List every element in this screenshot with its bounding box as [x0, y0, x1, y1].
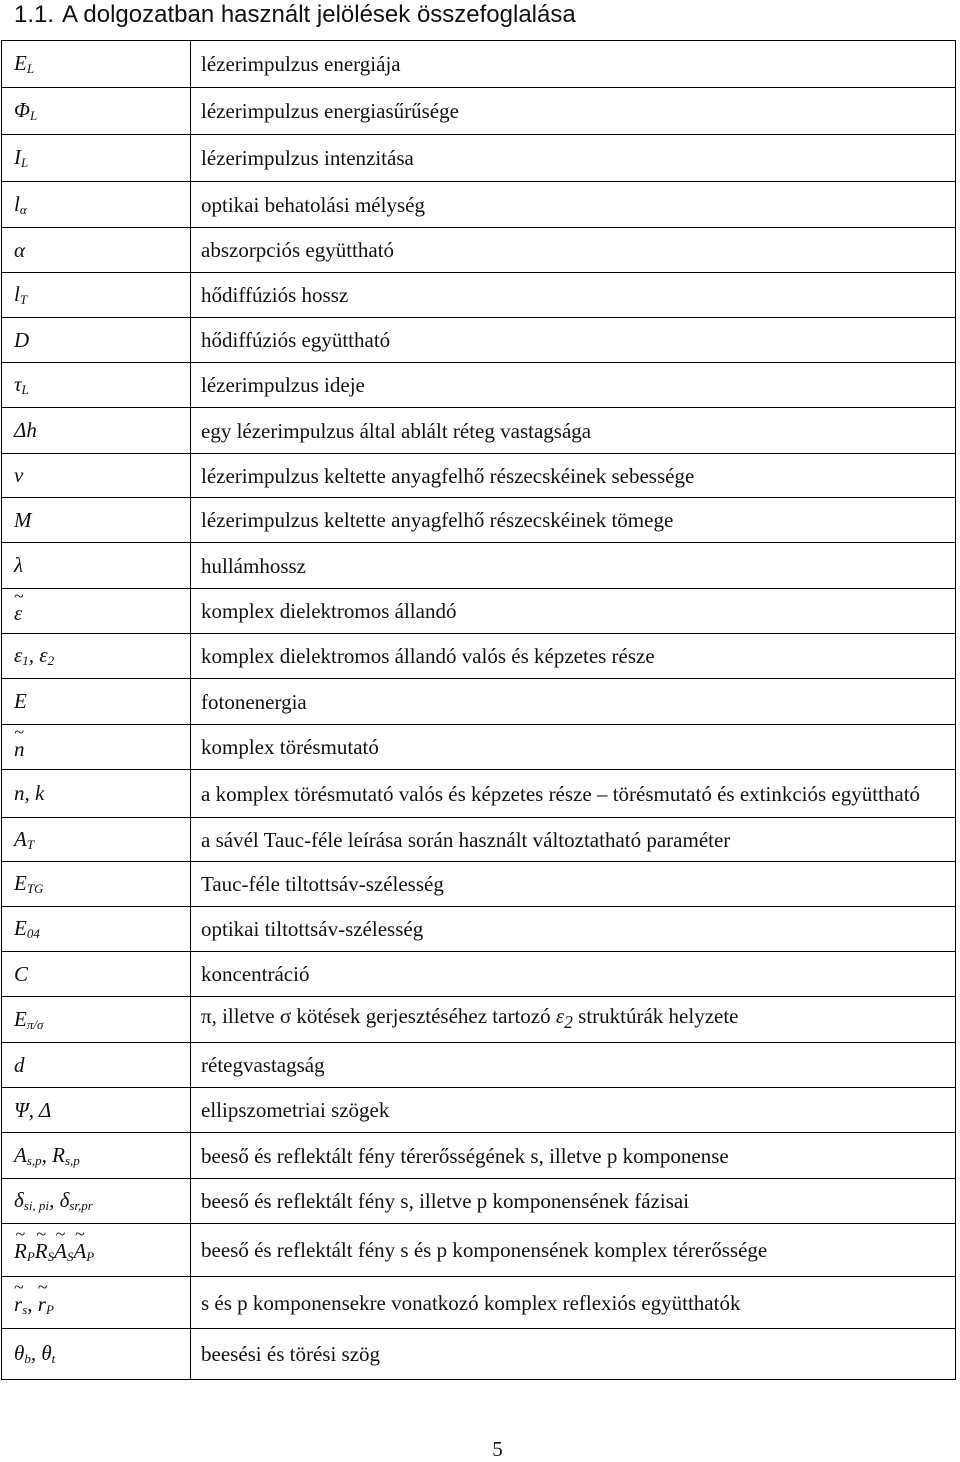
- tilde-symbol: ~ ε: [14, 597, 22, 626]
- symbol-text: Ψ, Δ: [14, 1097, 52, 1122]
- symbol-text: ε: [14, 643, 23, 667]
- notation-row: [2, 498, 956, 543]
- symbol-cell: [2, 363, 191, 408]
- description-cell: Tauc-féle tiltottsáv-szélesség: [191, 862, 956, 907]
- subscript: P: [45, 1301, 54, 1317]
- symbol-cell: [2, 228, 191, 273]
- section-title: A dolgozatban használt jelölések összefoglalása: [62, 1, 576, 28]
- notation-row: [2, 725, 956, 770]
- description-cell: abszorpciós együttható: [191, 228, 956, 273]
- symbol-text: , δ: [49, 1188, 70, 1212]
- notation-row: [2, 273, 956, 318]
- description-cell: lézerimpulzus energiája: [191, 41, 956, 88]
- subscript: 2: [47, 653, 55, 668]
- subscript: P: [86, 1249, 95, 1264]
- description-cell: rétegvastagság: [191, 1043, 956, 1088]
- subscript: T: [26, 836, 35, 852]
- symbol-cell: [2, 1224, 191, 1277]
- subscript: L: [21, 155, 29, 170]
- subscript: t: [51, 1351, 56, 1366]
- symbol-text: A: [14, 826, 27, 851]
- notation-table: [1, 40, 956, 1380]
- description-cell: komplex törésmutató: [191, 725, 956, 770]
- subscript: L: [30, 108, 38, 123]
- description-cell: komplex dielektromos állandó: [191, 589, 956, 634]
- symbol-text: I: [14, 145, 21, 169]
- notation-row: [2, 182, 956, 228]
- description-cell: komplex dielektromos állandó valós és képzetes része: [191, 634, 956, 679]
- tilde-symbol: ~ A: [73, 1235, 86, 1264]
- description-cell: lézerimpulzus keltette anyagfelhő részecskéinek sebessége: [191, 454, 956, 498]
- symbol-text: θ: [14, 1341, 25, 1365]
- description-cell: beeső és reflektált fény s, illetve p komponensének fázisai: [191, 1179, 956, 1224]
- tilde-symbol: ~ A: [54, 1235, 67, 1264]
- symbol-text: E: [14, 689, 27, 713]
- subscript: 2: [564, 1012, 573, 1033]
- symbol-text: π, illetve σ kötések gerjesztéséhez tartozó: [201, 1004, 556, 1029]
- symbol-cell: [2, 679, 191, 725]
- notation-row: [2, 41, 956, 88]
- notation-row: [2, 228, 956, 273]
- symbol-cell: [2, 1179, 191, 1224]
- subscript: s: [22, 1301, 28, 1317]
- symbol-text: , ε: [28, 643, 48, 667]
- notation-row: [2, 1277, 956, 1329]
- notation-row: [2, 589, 956, 634]
- notation-row: [2, 318, 956, 363]
- subscript: S: [66, 1249, 74, 1264]
- symbol-cell: [2, 952, 191, 997]
- notation-row: [2, 862, 956, 907]
- description-cell: koncentráció: [191, 952, 956, 997]
- symbol-text: , R: [41, 1142, 65, 1167]
- subscript: 04: [26, 926, 40, 941]
- symbol-cell: [2, 1043, 191, 1088]
- description-cell: hődiffúziós hossz: [191, 273, 956, 318]
- symbol-text: l: [14, 191, 20, 216]
- description-cell: egy lézerimpulzus által ablált réteg vastagsága: [191, 408, 956, 454]
- description-cell: optikai tiltottsáv-szélesség: [191, 907, 956, 952]
- symbol-text: A: [14, 1142, 27, 1167]
- subscript: 1: [22, 653, 29, 668]
- description-cell: ellipszometriai szögek: [191, 1088, 956, 1133]
- symbol-text: v: [14, 463, 24, 487]
- notation-row: [2, 634, 956, 679]
- symbol-cell: [2, 182, 191, 228]
- tilde-symbol: ~ R: [14, 1235, 27, 1264]
- symbol-cell: [2, 862, 191, 907]
- section-heading: [14, 0, 576, 30]
- subscript: s,p: [64, 1152, 80, 1168]
- symbol-cell: [2, 41, 191, 88]
- notation-row: [2, 135, 956, 182]
- symbol-cell: [2, 907, 191, 952]
- description-cell: hődiffúziós együttható: [191, 318, 956, 363]
- description-cell: [191, 997, 956, 1043]
- symbol-cell: [2, 135, 191, 182]
- section-number: 1.1.: [14, 1, 55, 28]
- symbol-text: M: [14, 507, 32, 532]
- symbol-cell: [2, 997, 191, 1043]
- description-cell: a sávél Tauc-féle leírása során használt változtatható paraméter: [191, 818, 956, 862]
- symbol-text: Φ: [14, 98, 30, 122]
- symbol-cell: [2, 1277, 191, 1329]
- notation-row: [2, 1329, 956, 1380]
- symbol-cell: [2, 543, 191, 589]
- symbol-text: d: [14, 1052, 25, 1077]
- notation-table-body: [2, 41, 956, 1380]
- description-cell: lézerimpulzus energiasűrűsége: [191, 88, 956, 135]
- symbol-text: n, k: [14, 781, 45, 805]
- symbol-cell: [2, 408, 191, 454]
- subscript: T: [19, 292, 28, 307]
- symbol-text: D: [14, 327, 30, 352]
- notation-row: [2, 1224, 956, 1277]
- symbol-cell: [2, 454, 191, 498]
- subscript: sr,pr: [69, 1198, 93, 1213]
- symbol-text: τ: [14, 372, 22, 396]
- notation-row: [2, 1043, 956, 1088]
- symbol-cell: [2, 770, 191, 818]
- tilde-symbol: ~ r: [14, 1288, 22, 1317]
- symbol-text: C: [14, 961, 29, 986]
- description-cell: fotonenergia: [191, 679, 956, 725]
- page-number: 5: [492, 1437, 503, 1461]
- symbol-cell: [2, 1088, 191, 1133]
- notation-row: [2, 1088, 956, 1133]
- symbol-cell: [2, 589, 191, 634]
- notation-row: [2, 679, 956, 725]
- description-cell: beesési és törési szög: [191, 1329, 956, 1380]
- description-cell: hullámhossz: [191, 543, 956, 589]
- symbol-cell: [2, 1133, 191, 1179]
- symbol-cell: [2, 1329, 191, 1380]
- subscript: s,p: [26, 1152, 42, 1168]
- symbol-text: λ: [14, 553, 24, 577]
- description-cell: lézerimpulzus intenzitása: [191, 135, 956, 182]
- subscript: S: [47, 1249, 55, 1264]
- symbol-cell: [2, 634, 191, 679]
- tilde-symbol: ~ n: [14, 733, 25, 762]
- notation-row: [2, 997, 956, 1043]
- tilde-symbol: ~ R: [35, 1235, 48, 1264]
- notation-row: [2, 1179, 956, 1224]
- notation-row: [2, 770, 956, 818]
- notation-row: [2, 408, 956, 454]
- symbol-text: E: [14, 1006, 27, 1031]
- subscript: P: [26, 1249, 35, 1264]
- symbol-text: struktúrák helyzete: [572, 1004, 739, 1029]
- subscript: L: [26, 61, 35, 76]
- subscript: α: [19, 201, 27, 217]
- symbol-text: δ: [14, 1188, 24, 1212]
- symbol-text: E: [14, 871, 27, 895]
- description-cell: beeső és reflektált fény térerősségének s, illetve p komponense: [191, 1133, 956, 1179]
- symbol-text: α: [14, 237, 26, 262]
- symbol-text: Δh: [14, 418, 37, 442]
- symbol-cell: [2, 88, 191, 135]
- subscript: L: [21, 382, 29, 397]
- notation-row: [2, 363, 956, 408]
- description-cell: lézerimpulzus ideje: [191, 363, 956, 408]
- description-cell: s és p komponensekre vonatkozó komplex reflexiós együtthatók: [191, 1277, 956, 1329]
- symbol-text: ,: [27, 1291, 38, 1316]
- symbol-cell: [2, 725, 191, 770]
- symbol-cell: [2, 498, 191, 543]
- tilde-symbol: ~ r: [38, 1288, 46, 1317]
- symbol-text: E: [14, 916, 27, 940]
- subscript: TG: [26, 881, 44, 896]
- notation-row: [2, 1133, 956, 1179]
- symbol-cell: [2, 818, 191, 862]
- symbol-text: , θ: [30, 1341, 52, 1365]
- subscript: π/σ: [26, 1016, 44, 1032]
- notation-row: [2, 818, 956, 862]
- description-cell: lézerimpulzus keltette anyagfelhő részecskéinek tömege: [191, 498, 956, 543]
- notation-row: [2, 543, 956, 589]
- math-symbol: ε: [555, 1004, 565, 1029]
- symbol-text: E: [14, 51, 27, 75]
- notation-row: [2, 952, 956, 997]
- notation-row: [2, 454, 956, 498]
- description-cell: optikai behatolási mélység: [191, 182, 956, 228]
- description-cell: beeső és reflektált fény s és p komponensének komplex térerőssége: [191, 1224, 956, 1277]
- notation-row: [2, 88, 956, 135]
- symbol-text: l: [14, 282, 20, 306]
- notation-row: [2, 907, 956, 952]
- subscript: si, pi: [23, 1198, 50, 1213]
- symbol-cell: [2, 318, 191, 363]
- symbol-cell: [2, 273, 191, 318]
- subscript: b: [24, 1351, 31, 1366]
- description-cell: a komplex törésmutató valós és képzetes része – törésmutató és extinkciós együttható: [191, 770, 956, 818]
